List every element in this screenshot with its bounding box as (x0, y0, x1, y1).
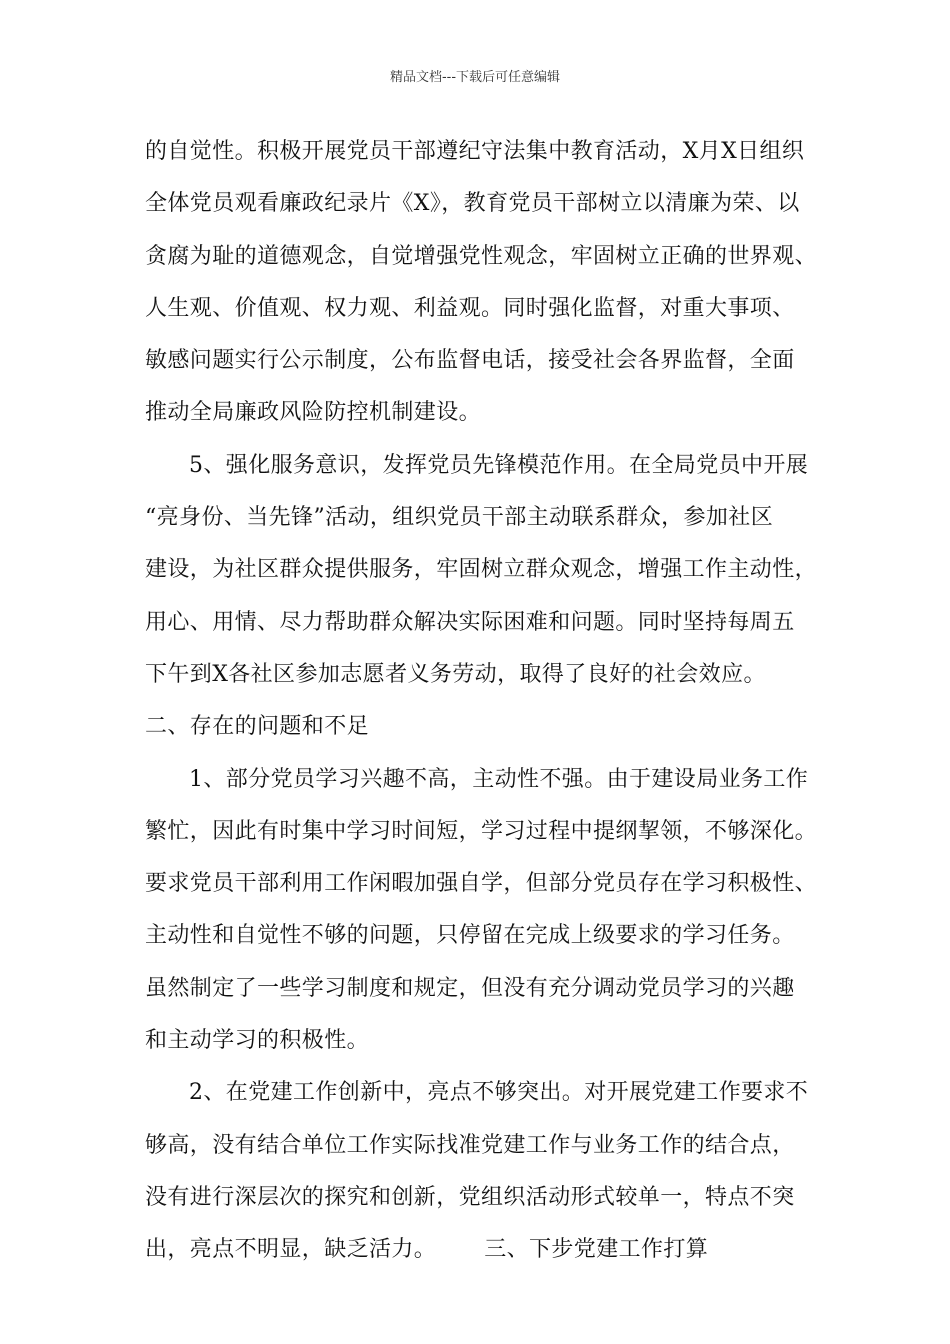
text-line-10: 用心、用情、尽力帮助群众解决实际困难和问题。同时坚持每周五 (145, 609, 795, 635)
document-body (145, 130, 825, 1281)
text-line-15: 要求党员干部利用工作闲暇加强自学，但部分党员存在学习积极性、 (145, 871, 818, 897)
text-line-11: 下午到X各社区参加志愿者义务劳动，取得了良好的社会效应。 (145, 661, 766, 687)
text-line-1: 的自觉性。积极开展党员干部遵纪守法集中教育活动，X月X日组织 (145, 139, 805, 164)
text-line-8: “亮身份、当先锋”活动，组织党员干部主动联系群众，参加社区 (145, 505, 774, 531)
text-line-22-content: 出，亮点不明显，缺乏活力。 (145, 1237, 437, 1263)
text-line-14: 繁忙，因此有时集中学习时间短，学习过程中提纲挈领，不够深化。 (145, 818, 818, 844)
text-line-2: 全体党员观看廉政纪录片《X》，教育党员干部树立以清廉为荣、以 (145, 191, 800, 217)
section-heading-2: 二、存在的问题和不足 (145, 714, 370, 740)
page-header: 精品文档---下载后可任意编辑 (389, 70, 561, 85)
text-line-20: 够高，没有结合单位工作实际找准党建工作与业务工作的结合点， (145, 1132, 795, 1158)
text-line-6: 推动全局廉政风险防控机制建设。 (145, 400, 482, 426)
text-line-9: 建设，为社区群众提供服务，牢固树立群众观念，增强工作主动性， (145, 557, 818, 583)
paragraph-5-start: 5、强化服务意识，发挥党员先锋模范作用。在全局党员中开展 (189, 452, 809, 478)
text-line-17: 虽然制定了一些学习制度和规定，但没有充分调动党员学习的兴趣 (145, 975, 795, 1001)
text-line-21: 没有进行深层次的探究和创新，党组织活动形式较单一，特点不突 (145, 1184, 795, 1210)
paragraph-problem-1-start: 1、部分党员学习兴趣不高，主动性不强。由于建设局业务工作 (189, 766, 809, 792)
text-line-22 (145, 1228, 825, 1280)
text-line-5: 敏感问题实行公示制度，公布监督电话，接受社会各界监督，全面 (145, 348, 795, 374)
text-line-16: 主动性和自觉性不够的问题，只停留在完成上级要求的学习任务。 (145, 923, 795, 949)
paragraph-problem-2-start: 2、在党建工作创新中，亮点不够突出。对开展党建工作要求不 (189, 1080, 809, 1106)
text-line-3: 贪腐为耻的道德观念，自觉增强党性观念，牢固树立正确的世界观、 (145, 243, 818, 269)
section-heading-3: 三、下步党建工作打算 (484, 1237, 709, 1263)
text-line-4: 人生观、价值观、权力观、利益观。同时强化监督，对重大事项、 (145, 295, 795, 321)
text-line-18: 和主动学习的积极性。 (145, 1028, 370, 1054)
